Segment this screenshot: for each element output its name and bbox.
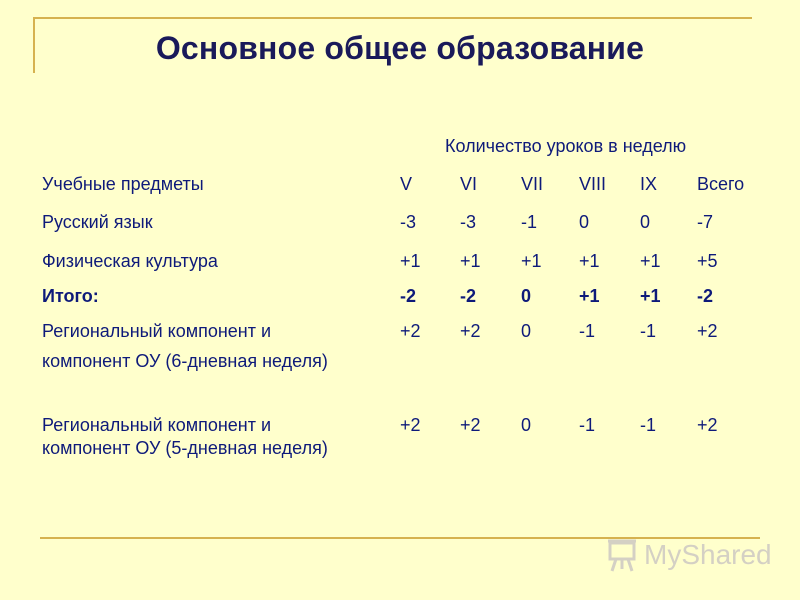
column-header-subjects: Учебные предметы bbox=[42, 174, 204, 194]
total-row-value: +1 bbox=[579, 286, 600, 306]
row-value: -7 bbox=[697, 212, 714, 232]
page-title: Основное общее образование bbox=[155, 30, 645, 66]
row-label-continued: компонент ОУ (5-дневная неделя) bbox=[42, 438, 328, 458]
column-header-total: Всего bbox=[697, 174, 745, 194]
row-label: Русский язык bbox=[42, 212, 153, 232]
row-value: +2 bbox=[697, 321, 718, 341]
total-row-value: +1 bbox=[640, 286, 661, 306]
row-value: 0 bbox=[640, 212, 651, 232]
myshared-logo bbox=[606, 535, 776, 575]
row-value: -1 bbox=[640, 321, 657, 341]
row-value: +1 bbox=[579, 251, 600, 271]
logo-text: MyShared bbox=[644, 539, 772, 570]
row-value: +2 bbox=[400, 415, 421, 435]
row-label: Физическая культура bbox=[42, 251, 218, 271]
row-value: +2 bbox=[460, 415, 481, 435]
row-value: +1 bbox=[460, 251, 481, 271]
top-rule bbox=[34, 17, 752, 19]
column-header-grade-8: VIII bbox=[579, 174, 607, 194]
column-header-grade-5: V bbox=[400, 174, 413, 194]
row-value: +2 bbox=[460, 321, 481, 341]
row-value: 0 bbox=[521, 415, 532, 435]
row-value: 0 bbox=[579, 212, 590, 232]
total-row-value: -2 bbox=[400, 286, 417, 306]
presentation-board-icon bbox=[606, 537, 640, 575]
total-row-value: 0 bbox=[521, 286, 532, 306]
row-value: -1 bbox=[579, 415, 596, 435]
row-label: Региональный компонент и bbox=[42, 415, 272, 435]
row-value: +1 bbox=[521, 251, 542, 271]
column-header-grade-9: IX bbox=[640, 174, 658, 194]
row-value: +1 bbox=[640, 251, 661, 271]
row-value: 0 bbox=[521, 321, 532, 341]
column-header-grade-7: VII bbox=[521, 174, 544, 194]
total-row-value: -2 bbox=[697, 286, 714, 306]
row-value: -1 bbox=[521, 212, 538, 232]
total-row-label: Итого: bbox=[42, 286, 99, 306]
row-value: +1 bbox=[400, 251, 421, 271]
row-value: +2 bbox=[400, 321, 421, 341]
row-value: +2 bbox=[697, 415, 718, 435]
row-value: +5 bbox=[697, 251, 718, 271]
row-value: -3 bbox=[460, 212, 477, 232]
row-value: -1 bbox=[579, 321, 596, 341]
row-label-continued: компонент ОУ (6-дневная неделя) bbox=[42, 351, 328, 371]
table-header-caption: Количество уроков в неделю bbox=[445, 136, 687, 156]
column-header-grade-6: VI bbox=[460, 174, 478, 194]
row-label: Региональный компонент и bbox=[42, 321, 272, 341]
total-row-value: -2 bbox=[460, 286, 477, 306]
row-value: -1 bbox=[640, 415, 657, 435]
row-value: -3 bbox=[400, 212, 417, 232]
